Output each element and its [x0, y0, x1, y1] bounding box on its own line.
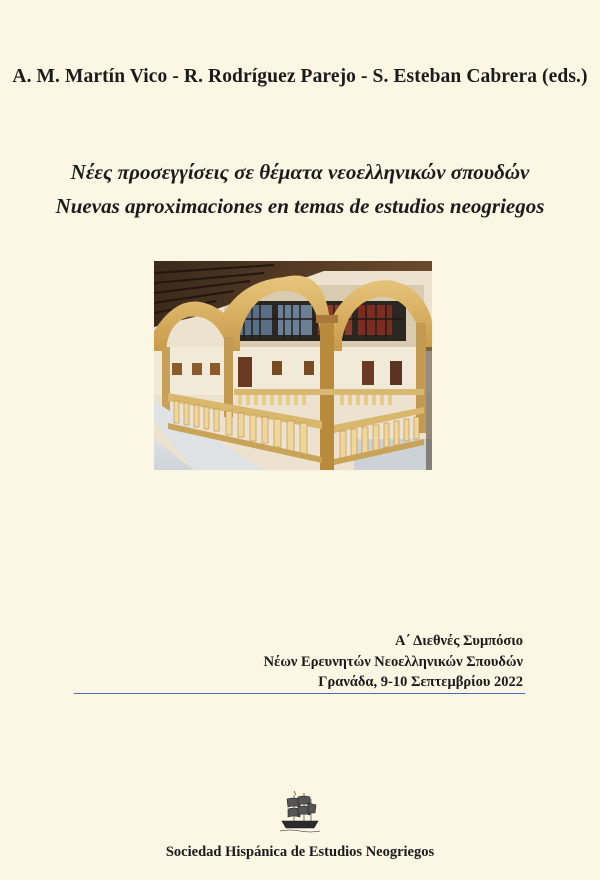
- publisher-name: Sociedad Hispánica de Estudios Neogriegos: [165, 844, 435, 860]
- editors-line: A. M. Martín Vico - R. Rodríguez Parejo - S. Esteban Cabrera (eds.): [12, 66, 588, 87]
- symposium-line-3: Γρανάδα, 9-10 Σεπτεμβρίου 2022: [318, 674, 523, 690]
- symposium-line-2: Νέων Ερευνητών Νεοελληνικών Σπουδών: [263, 653, 523, 670]
- symposium-line-1: Α΄ Διεθνές Συμπόσιο: [395, 633, 523, 649]
- symposium-info: [264, 631, 523, 693]
- title-greek: Νέες προσεγγίσεις σε θέματα νεοελληνικών σπουδών: [70, 160, 530, 184]
- courtyard-photo: [154, 261, 432, 470]
- title-spanish: Nuevas aproximaciones en temas de estudios neogriegos: [55, 194, 545, 218]
- ship-logo-icon: [280, 789, 320, 835]
- divider-rule: [74, 693, 525, 694]
